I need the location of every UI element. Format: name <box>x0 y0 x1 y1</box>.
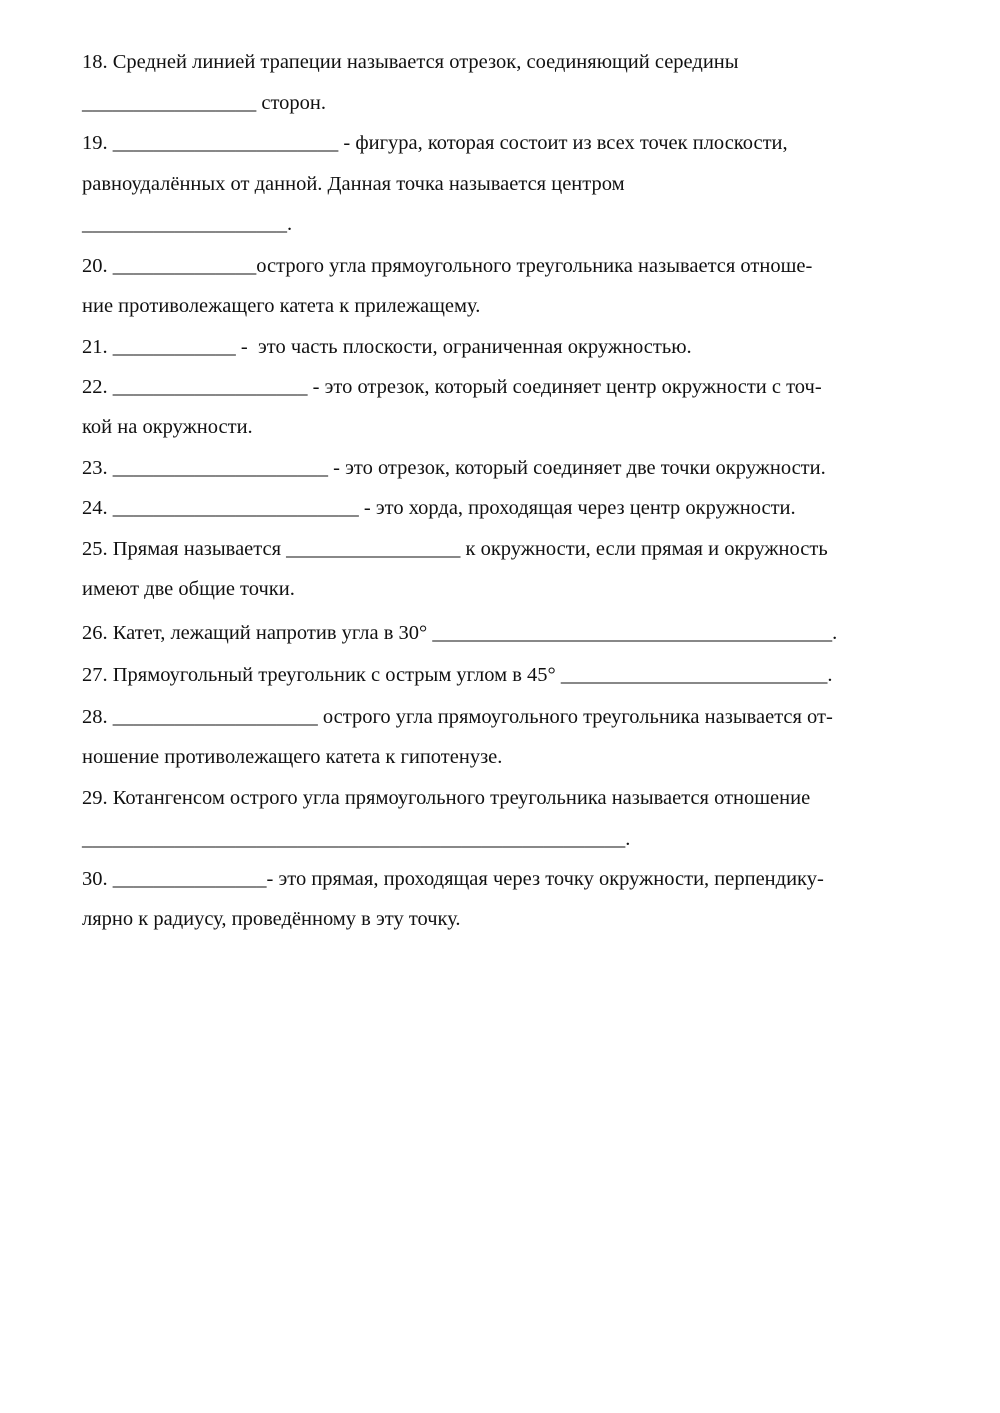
q19-line-3: ____________________. <box>82 213 293 235</box>
q22-line-2: кой на окружности. <box>82 416 253 438</box>
q29-line-2: _____________________________________________________. <box>82 828 631 850</box>
q27-line-1: 27. Прямоугольный треугольник с острым углом в 45° __________________________. <box>82 664 833 686</box>
q22-line-1: 22. ___________________ - это отрезок, который соединяет центр окружности с точ- <box>82 376 822 398</box>
q25-line-1: 25. Прямая называется _________________ к окружности, если прямая и окружность <box>82 538 828 560</box>
q20-line-2: ние противолежащего катета к прилежащему. <box>82 295 481 317</box>
q26-line-1: 26. Катет, лежащий напротив угла в 30° _______________________________________. <box>82 622 838 644</box>
q20-line-1: 20. ______________острого угла прямоугольного треугольника называется отноше- <box>82 255 813 277</box>
q19-line-2: равноудалённых от данной. Данная точка называется центром <box>82 173 625 195</box>
q28-line-2: ношение противолежащего катета к гипотенузе. <box>82 746 503 768</box>
q19-line-1: 19. ______________________ - фигура, которая состоит из всех точек плоскости, <box>82 132 788 154</box>
q28-line-1: 28. ____________________ острого угла прямоугольного треугольника называется от- <box>82 706 833 728</box>
q21-line-1: 21. ____________ - это часть плоскости, ограниченная окружностью. <box>82 336 692 358</box>
q30-line-1: 30. _______________- это прямая, проходящая через точку окружности, перпендику- <box>82 868 824 890</box>
q25-line-2: имеют две общие точки. <box>82 578 295 600</box>
q18-line-1: 18. Средней линией трапеции называется отрезок, соединяющий середины <box>82 51 739 73</box>
q23-line-1: 23. _____________________ - это отрезок, который соединяет две точки окружности. <box>82 457 826 479</box>
q24-line-1: 24. ________________________ - это хорда, проходящая через центр окружности. <box>82 497 796 519</box>
q29-line-1: 29. Котангенсом острого угла прямоугольного треугольника называется отношение <box>82 787 811 809</box>
q18-line-2: _________________ сторон. <box>82 92 327 114</box>
q30-line-2: лярно к радиусу, проведённому в эту точку. <box>82 908 461 930</box>
